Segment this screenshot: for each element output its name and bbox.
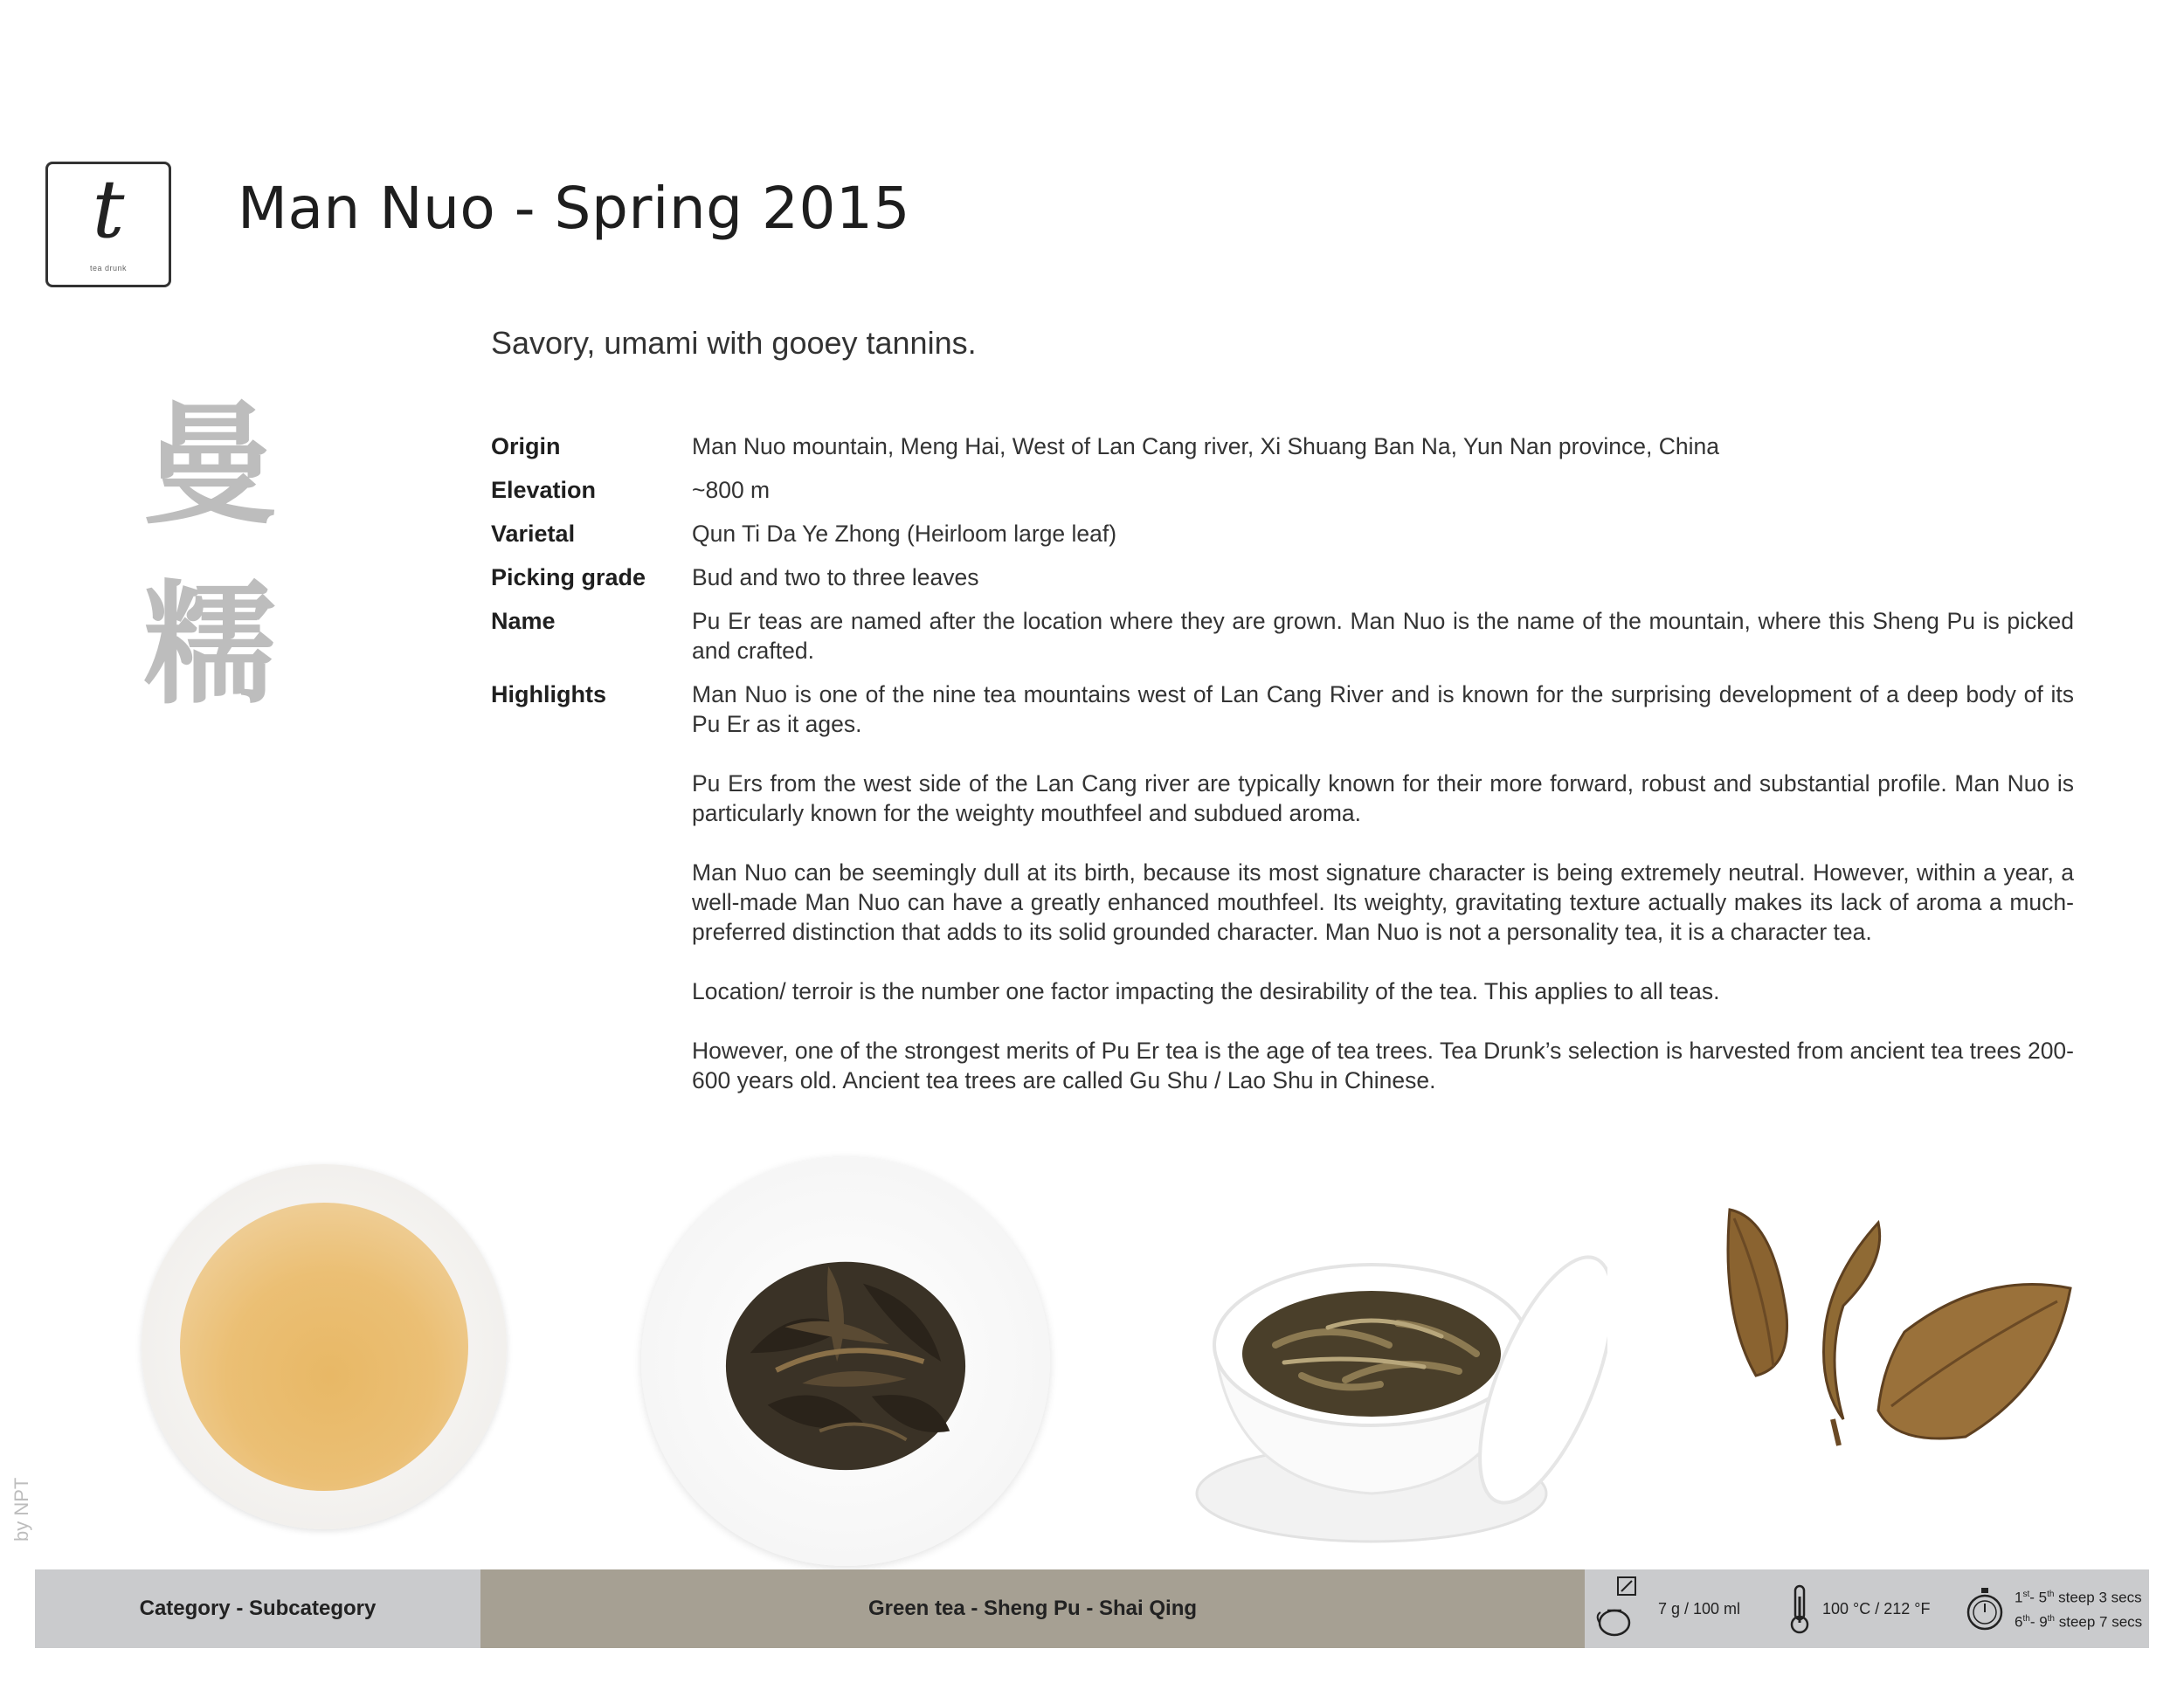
category-label: Category - Subcategory	[35, 1569, 480, 1648]
spec-value	[692, 679, 2074, 1095]
spec-value	[692, 431, 2074, 461]
teapot-scale-icon	[1595, 1576, 1639, 1642]
spec-value	[692, 562, 2074, 592]
steep-times	[2015, 1584, 2142, 1632]
dosage-text: 7 g / 100 ml	[1658, 1599, 1741, 1618]
chinese-char-2: 糯	[143, 568, 276, 722]
spec-label: Highlights	[491, 681, 606, 707]
spec-row-origin	[491, 431, 2074, 461]
steep-text: 6	[2015, 1613, 2023, 1631]
steep-line-2	[2015, 1609, 2142, 1633]
spec-text: Bud and two to three leaves	[692, 564, 979, 590]
spec-value	[692, 606, 2074, 666]
spec-row-name	[491, 606, 2074, 666]
tea-liquor	[180, 1203, 468, 1491]
steep-text: steep 7 secs	[2055, 1613, 2143, 1631]
timer-icon	[1964, 1584, 2006, 1633]
dosage-item	[1595, 1569, 1740, 1648]
spec-label: Picking grade	[491, 564, 646, 590]
page-title: Man Nuo - Spring 2015	[238, 175, 910, 242]
spec-row-elevation	[491, 475, 2074, 505]
steep-time-item	[1964, 1569, 2142, 1648]
spec-table	[491, 431, 2074, 1109]
spec-text: Man Nuo mountain, Meng Hai, West of Lan Cang river, Xi Shuang Ban Na, Yun Nan province, China	[692, 433, 1720, 459]
brewing-parameters	[1585, 1569, 2149, 1648]
spec-value	[692, 475, 2074, 505]
spec-label: Elevation	[491, 477, 597, 503]
chinese-name	[131, 376, 288, 735]
spec-text: Pu Er teas are named after the location where they are grown. Man Nuo is the name of the mountain, where this Sheng Pu is picked and crafted.	[692, 608, 2074, 664]
logo-caption: tea drunk	[89, 264, 128, 272]
spec-text: Qun Ti Da Ye Zhong (Heirloom large leaf)	[692, 521, 1117, 547]
category-value: Green tea - Sheng Pu - Shai Qing	[480, 1569, 1585, 1648]
highlight-paragraph: However, one of the strongest merits of Pu Er tea is the age of tea trees. Tea Drunk’s selection is harvested from ancient tea trees 200-600 years old. Ancient tea trees are called Gu Shu / Lao Shu in Chinese.	[692, 1038, 2074, 1093]
photographer-credit: by NPT	[10, 1477, 32, 1542]
chinese-char-1: 曼	[143, 388, 276, 542]
dry-leaves-image	[715, 1231, 976, 1492]
steep-sup: th	[2022, 1614, 2030, 1624]
tagline: Savory, umami with gooey tannins.	[491, 325, 977, 361]
brand-logo	[45, 162, 171, 287]
spec-row-picking-grade	[491, 562, 2074, 592]
steep-sup: th	[2047, 1614, 2055, 1624]
brewing-info-bar	[35, 1569, 2149, 1648]
steep-text: steep 3 secs	[2054, 1590, 2142, 1606]
spec-label: Origin	[491, 433, 561, 459]
spec-value	[692, 519, 2074, 548]
steep-sup: st	[2022, 1590, 2030, 1600]
steep-text: - 5	[2029, 1590, 2048, 1606]
spec-row-varietal	[491, 519, 2074, 548]
highlight-paragraph: Man Nuo is one of the nine tea mountains west of Lan Cang River and is known for the surprising development of a deep body of its Pu Er as it ages.	[692, 681, 2074, 737]
gaiwan-brewed-leaves-photo	[1179, 1214, 1607, 1546]
temperature-text: 100 °C / 212 °F	[1822, 1599, 1931, 1618]
highlight-paragraph: Man Nuo can be seemingly dull at its birth, because its most signature character is being extremely neutral. However, within a year, a well-made Man Nuo can have a greatly enhanced mouthfeel. Its weighty, gravitating texture actually makes its lack of aroma a much-preferred distinction that adds to its solid grounded character. Man Nuo is not a personality tea, it is a character tea.	[692, 859, 2074, 945]
steep-sup: th	[2047, 1590, 2055, 1600]
wet-leaves-photo	[1704, 1183, 2079, 1498]
spec-label: Varietal	[491, 521, 576, 547]
logo-glyph: t	[92, 162, 125, 256]
highlight-paragraph: Location/ terroir is the number one factor impacting the desirability of the tea. This applies to all teas.	[692, 978, 1720, 1004]
steep-text: 1	[2015, 1590, 2023, 1606]
temperature-item	[1787, 1569, 1930, 1648]
steep-text: - 9	[2029, 1613, 2048, 1631]
dry-leaves-plate-photo	[641, 1157, 1050, 1566]
highlight-paragraph: Pu Ers from the west side of the Lan Cang river are typically known for their more forward, robust and substantial profile. Man Nuo is particularly known for the weighty mouthfeel and subdued aroma.	[692, 770, 2074, 826]
steep-line-1	[2015, 1584, 2142, 1609]
spec-label: Name	[491, 608, 556, 634]
spec-row-highlights	[491, 679, 2074, 1095]
spec-text: ~800 m	[692, 477, 771, 503]
tea-liquor-cup-photo	[142, 1164, 507, 1529]
thermometer-icon	[1787, 1583, 1812, 1635]
